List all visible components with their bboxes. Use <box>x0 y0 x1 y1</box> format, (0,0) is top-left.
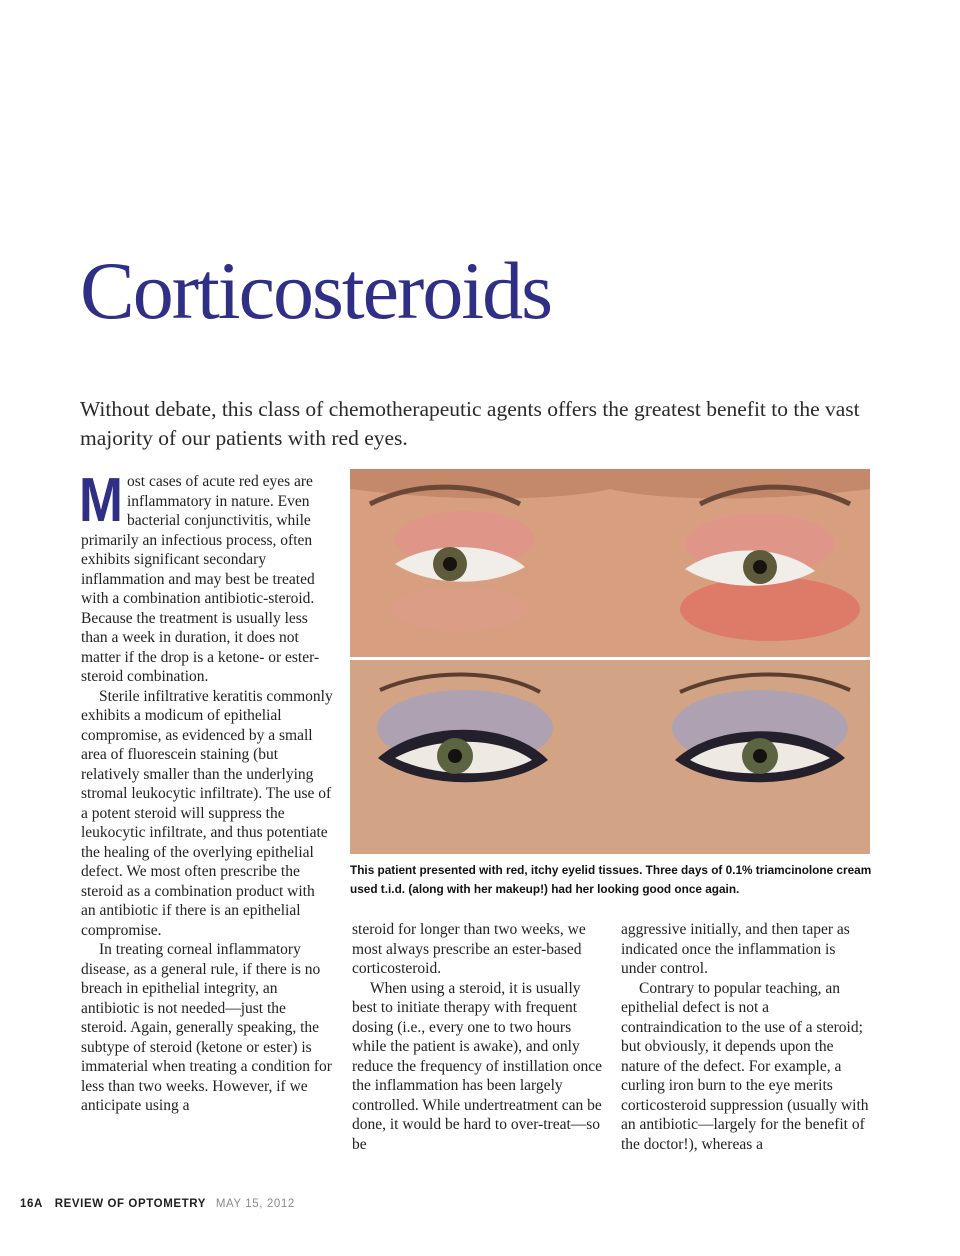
drop-cap: M <box>79 466 123 535</box>
article-deck: Without debate, this class of chemotherapeutic agents offers the greatest benefit to the vast majority of our patients with red eyes. <box>80 397 860 450</box>
body-paragraph: In treating corneal inflammatory disease, as a general rule, if there is no breach in epithelial integrity, an antibiotic is not needed—just the steroid. Again, generally speaking, the subtype of steroid (ketone or ester) is immaterial when treating a condition for less than two weeks. However, if we anticipate using a <box>81 941 332 1114</box>
body-paragraph: Sterile infiltrative keratitis commonly exhibits a modicum of epithelial compromise, as evidenced by a small area of fluorescein staining (but relatively smaller than the underlying stromal leukocytic infiltrate). The use of a potent steroid will suppress the leukocytic infiltrate, and thus potentiate the healing of the overlying epithelial defect. We most often prescribe the steroid as a combination product with an antibiotic if there is an epithelial compromise. <box>81 687 333 939</box>
body-paragraph: aggressive initially, and then taper as indicated once the inflammation is under control. <box>621 921 850 977</box>
paragraph-text: ost cases of acute red eyes are inflammatory in nature. Even bacterial conjunctivitis, while primarily an infectious process, often exhibits significant secondary inflammation and may best be treated with a combination antibiotic-steroid. Because the treatment is usually less than a week in duration, it does not matter if the drop is a ketone- or ester-steroid combination. <box>81 473 320 685</box>
article-title: Corticosteroids <box>80 245 552 336</box>
inflamed-eyes-illustration <box>350 469 870 657</box>
healed-eyes-illustration <box>350 660 870 854</box>
text-column-2 <box>352 920 604 1154</box>
photo-caption: This patient presented with red, itchy eyelid tissues. Three days of 0.1% triamcinolone cream used t.i.d. (along with her makeup!) had her looking good once again. <box>350 863 872 896</box>
body-paragraph: steroid for longer than two weeks, we most always prescribe an ester-based corticosteroid. <box>352 921 586 977</box>
page-footer <box>20 1198 295 1210</box>
issue-date: MAY 15, 2012 <box>215 1198 295 1210</box>
body-paragraph: When using a steroid, it is usually best to initiate therapy with frequent dosing (i.e., every one to two hours while the patient is awake), and only reduce the frequency of instillation once the inflammation has been largely controlled. While undertreatment can be done, it would be hard to over-treat—so be <box>352 979 603 1153</box>
photo-after-treatment <box>350 660 870 854</box>
page-number: 16A <box>20 1198 43 1210</box>
body-paragraph: Contrary to popular teaching, an epithelial defect is not a contraindication to the use of a steroid; but obviously, it depends upon the nature of the defect. For example, a curling iron burn to the eye merits corticosteroid suppression (usually with an antibiotic—largely for the benefit of the doctor!), whereas a <box>621 979 869 1153</box>
photo-before-treatment <box>350 469 870 657</box>
publication-name: REVIEW OF OPTOMETRY <box>54 1198 207 1210</box>
text-column-3 <box>621 920 873 1154</box>
body-paragraph <box>79 466 333 687</box>
text-column-1 <box>79 466 333 1116</box>
